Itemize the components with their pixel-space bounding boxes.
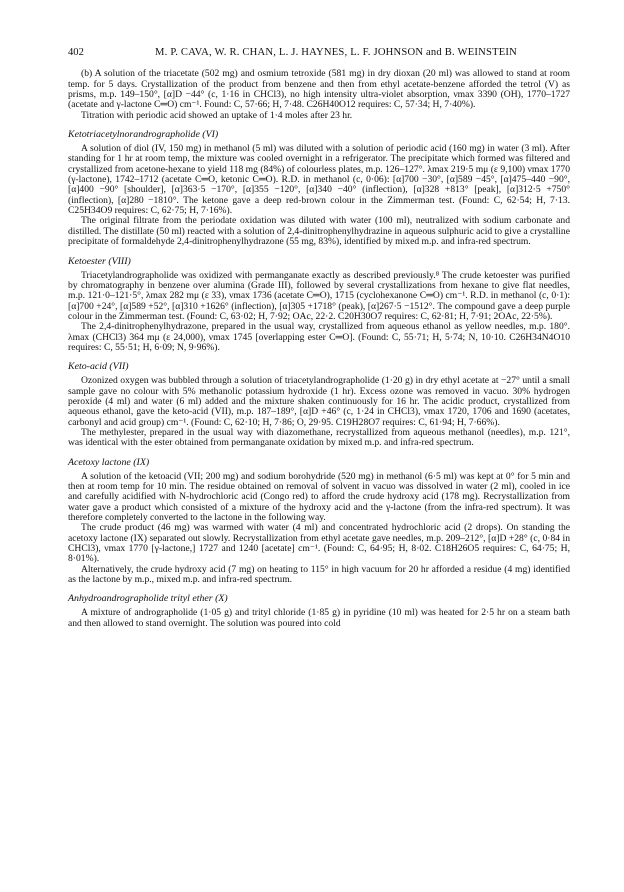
paragraph: The original filtrate from the periodate oxidation was diluted with water (100 ml), neutralized with sodium carbonate and distilled. The distillate (50 ml) reacted with a solution of 2,4-dinitrophenylhydrazine in aqueous sulphuric acid to give a crystalline precipitate of formaldehyde 2,4-dinitrophenylhydrazone (55 mg, 83%), identified by mixed m.p. and infra-red spectrum. <box>68 215 570 248</box>
paragraph: A solution of the ketoacid (VII; 200 mg) and sodium borohydride (520 mg) in methanol (6·5 ml) was kept at 0° for 5 min and then at room temp for 10 min. The residue obtained on removal of solvent in vacuo was dissolved in water (2 ml), cooled in ice and carefully acidified with N-hydrochloric acid (Congo red) to afford the crude hydroxy acid (178 mg). Recrystallization from water gave a product which consisted of a mixture of the hydroxy acid and the γ-lactone (from the infra-red spectrum). It was therefore completely converted to the lactone in the following way. <box>68 470 570 524</box>
paragraph: Alternatively, the crude hydroxy acid (7 mg) on heating to 115° in high vacuum for 20 hr afforded a residue (4 mg) identified as the lactone by m.p., mixed m.p. and infra-red spectrum. <box>68 563 570 586</box>
section-heading: Ketoester (VIII) <box>68 255 131 267</box>
paragraph: Titration with periodic acid showed an uptake of 1·4 moles after 23 hr. <box>81 109 353 121</box>
paragraph: The crude product (46 mg) was warmed with water (4 ml) and concentrated hydrochloric acid (2 drops). On standing the acetoxy lactone (IX) separated out slowly. Recrystallization from ethyl acetate gave needles, m.p. 209–212°, [α]D +28° (c, 0·84 in CHCl3), νmax 1770 [γ-lactone,] 1727 and 1240 [acetate] cm⁻¹. (Found: C, 64·95; H, 8·02. C18H26O5 requires: C, 64·75; H, 8·01%). <box>68 522 570 565</box>
section-heading: Acetoxy lactone (IX) <box>68 456 150 468</box>
section-heading: Ketotriacetylnorandrographolide (VI) <box>68 129 219 141</box>
page-header <box>68 48 570 58</box>
paragraph: The 2,4-dinitrophenylhydrazone, prepared in the usual way, crystallized from aqueous ethanol as yellow needles, m.p. 180°. λmax (CHCl3) 364 mμ (ε 24,000), νmax 1745 [overlapping ester C═O]. (Found: C, 55·71; H, 5·74; N, 10·10. C26H34N4O10 requires: C, 55·51; H, 6·09; N, 9·96%). <box>68 321 570 353</box>
paragraph: The methylester, prepared in the usual way with diazomethane, recrystallized from aqueous methanol (needles), m.p. 121°, was identical with the ester obtained from permanganate oxidation by mixed m.p. and infra-red spectrum. <box>68 426 570 449</box>
section-heading: Keto-acid (VII) <box>68 361 129 373</box>
section-heading: Anhydroandrographolide trityl ether (X) <box>68 593 228 605</box>
paragraph: Triacetylandrographolide was oxidized with permanganate exactly as described previously.⁸ The crude ketoester was purified by chromatography in benzene over alumina (Grade III), followed by several crystallizations from hexane to give flat needles, m.p. 121·0–121·5°, λmax 282 mμ (ε 33), νmax 1736 (acetate C═O), 1715 (cyclohexanone C═O) cm⁻¹. R.D. in methanol (c, 0·1): [α]700 +24°, [α]589 +52°, [α]310 +1626° (inflection), [α]305 +1718° (peak), [α]267·5 −1512°. The compound gave a deep purple colour in the Zimmerman test. (Found: C, 63·02; H, 7·92; OAc, 22·2. C20H30O7 requires: C, 62·81; H, 7·91; 2OAc, 22·5%). <box>68 269 570 322</box>
page-number: 402 <box>68 47 84 58</box>
paragraph: A solution of diol (IV, 150 mg) in methanol (5 ml) was diluted with a solution of periodic acid (160 mg) in water (3 ml). After standing for 1 hr at room temp, the mixture was cooled overnight in a refrigerator. The precipitate which formed was filtered and crystallized from acetone-hexane to yield 118 mg (84%) of colourless plates, m.p. 126–127°. λmax 219·5 mμ (ε 9,100) νmax 1770 (γ-lactone), 1742–1712 (acetate C═O, ketonic C═O). R.D. in methanol (c, 0·06): [α]700 −30°, [α]589 −45°, [α]475–440 −90°, [α]400 −90° [shoulder], [α]363·5 −170°, [α]355 −120°, [α]340 −40° (inflection), [α]328 +813° [peak], [α]312·5 +750° (inflection), [α]280 −1810°. The ketone gave a deep red-brown colour in the Zimmerman test. (Found: C, 62·54; H, 7·13. C25H34O9 requires: C, 62·75; H, 7·16%). <box>68 143 570 217</box>
running-title: M. P. CAVA, W. R. CHAN, L. J. HAYNES, L. F. JOHNSON and B. WEINSTEIN <box>155 47 517 58</box>
paragraph: A mixture of andrographolide (1·05 g) and trityl chloride (1·85 g) in pyridine (10 ml) was heated for 2·5 hr on a steam bath and then allowed to stand overnight. The solution was poured into cold <box>68 607 570 629</box>
paragraph: (b) A solution of the triacetate (502 mg) and osmium tetroxide (581 mg) in dry dioxan (20 ml) was allowed to stand at room temp. for 5 days. Crystallization of the product from benzene and then from ethyl acetate-benzene afforded the tetrol (V) as prisms, m.p. 149–150°, [α]D −44° (c, 1·16 in CHCl3), no high intensity ultra-violet absorption, νmax 3390 (OH), 1770–1727 (acetate and γ-lactone C═O) cm⁻¹. Found: C, 57·66; H, 7·48. C26H40O12 requires: C, 57·34; H, 7·40%). <box>68 68 570 111</box>
paragraph: Ozonized oxygen was bubbled through a solution of triacetylandrographolide (1·20 g) in dry ethyl acetate at −27° until a small sample gave no colour with 5% methanolic potassium hydroxide (1 hr). Excess ozone was removed in vacuo. 30% hydrogen peroxide (4 ml) and water (6 ml) added and the mixture shaken continuously for 16 hr. The acidic product, crystallized from aqueous ethanol, gave the keto-acid (VII), m.p. 187–189°, [α]D +46° (c, 1·24 in CHCl3), νmax 1720, 1706 and 1690 (acetates, carbonyl and acid group) cm⁻¹. (Found: C, 62·10; H, 7·86; O, 29·95. C19H28O7 requires: C, 61·94; H, 7·66%). <box>68 375 570 428</box>
